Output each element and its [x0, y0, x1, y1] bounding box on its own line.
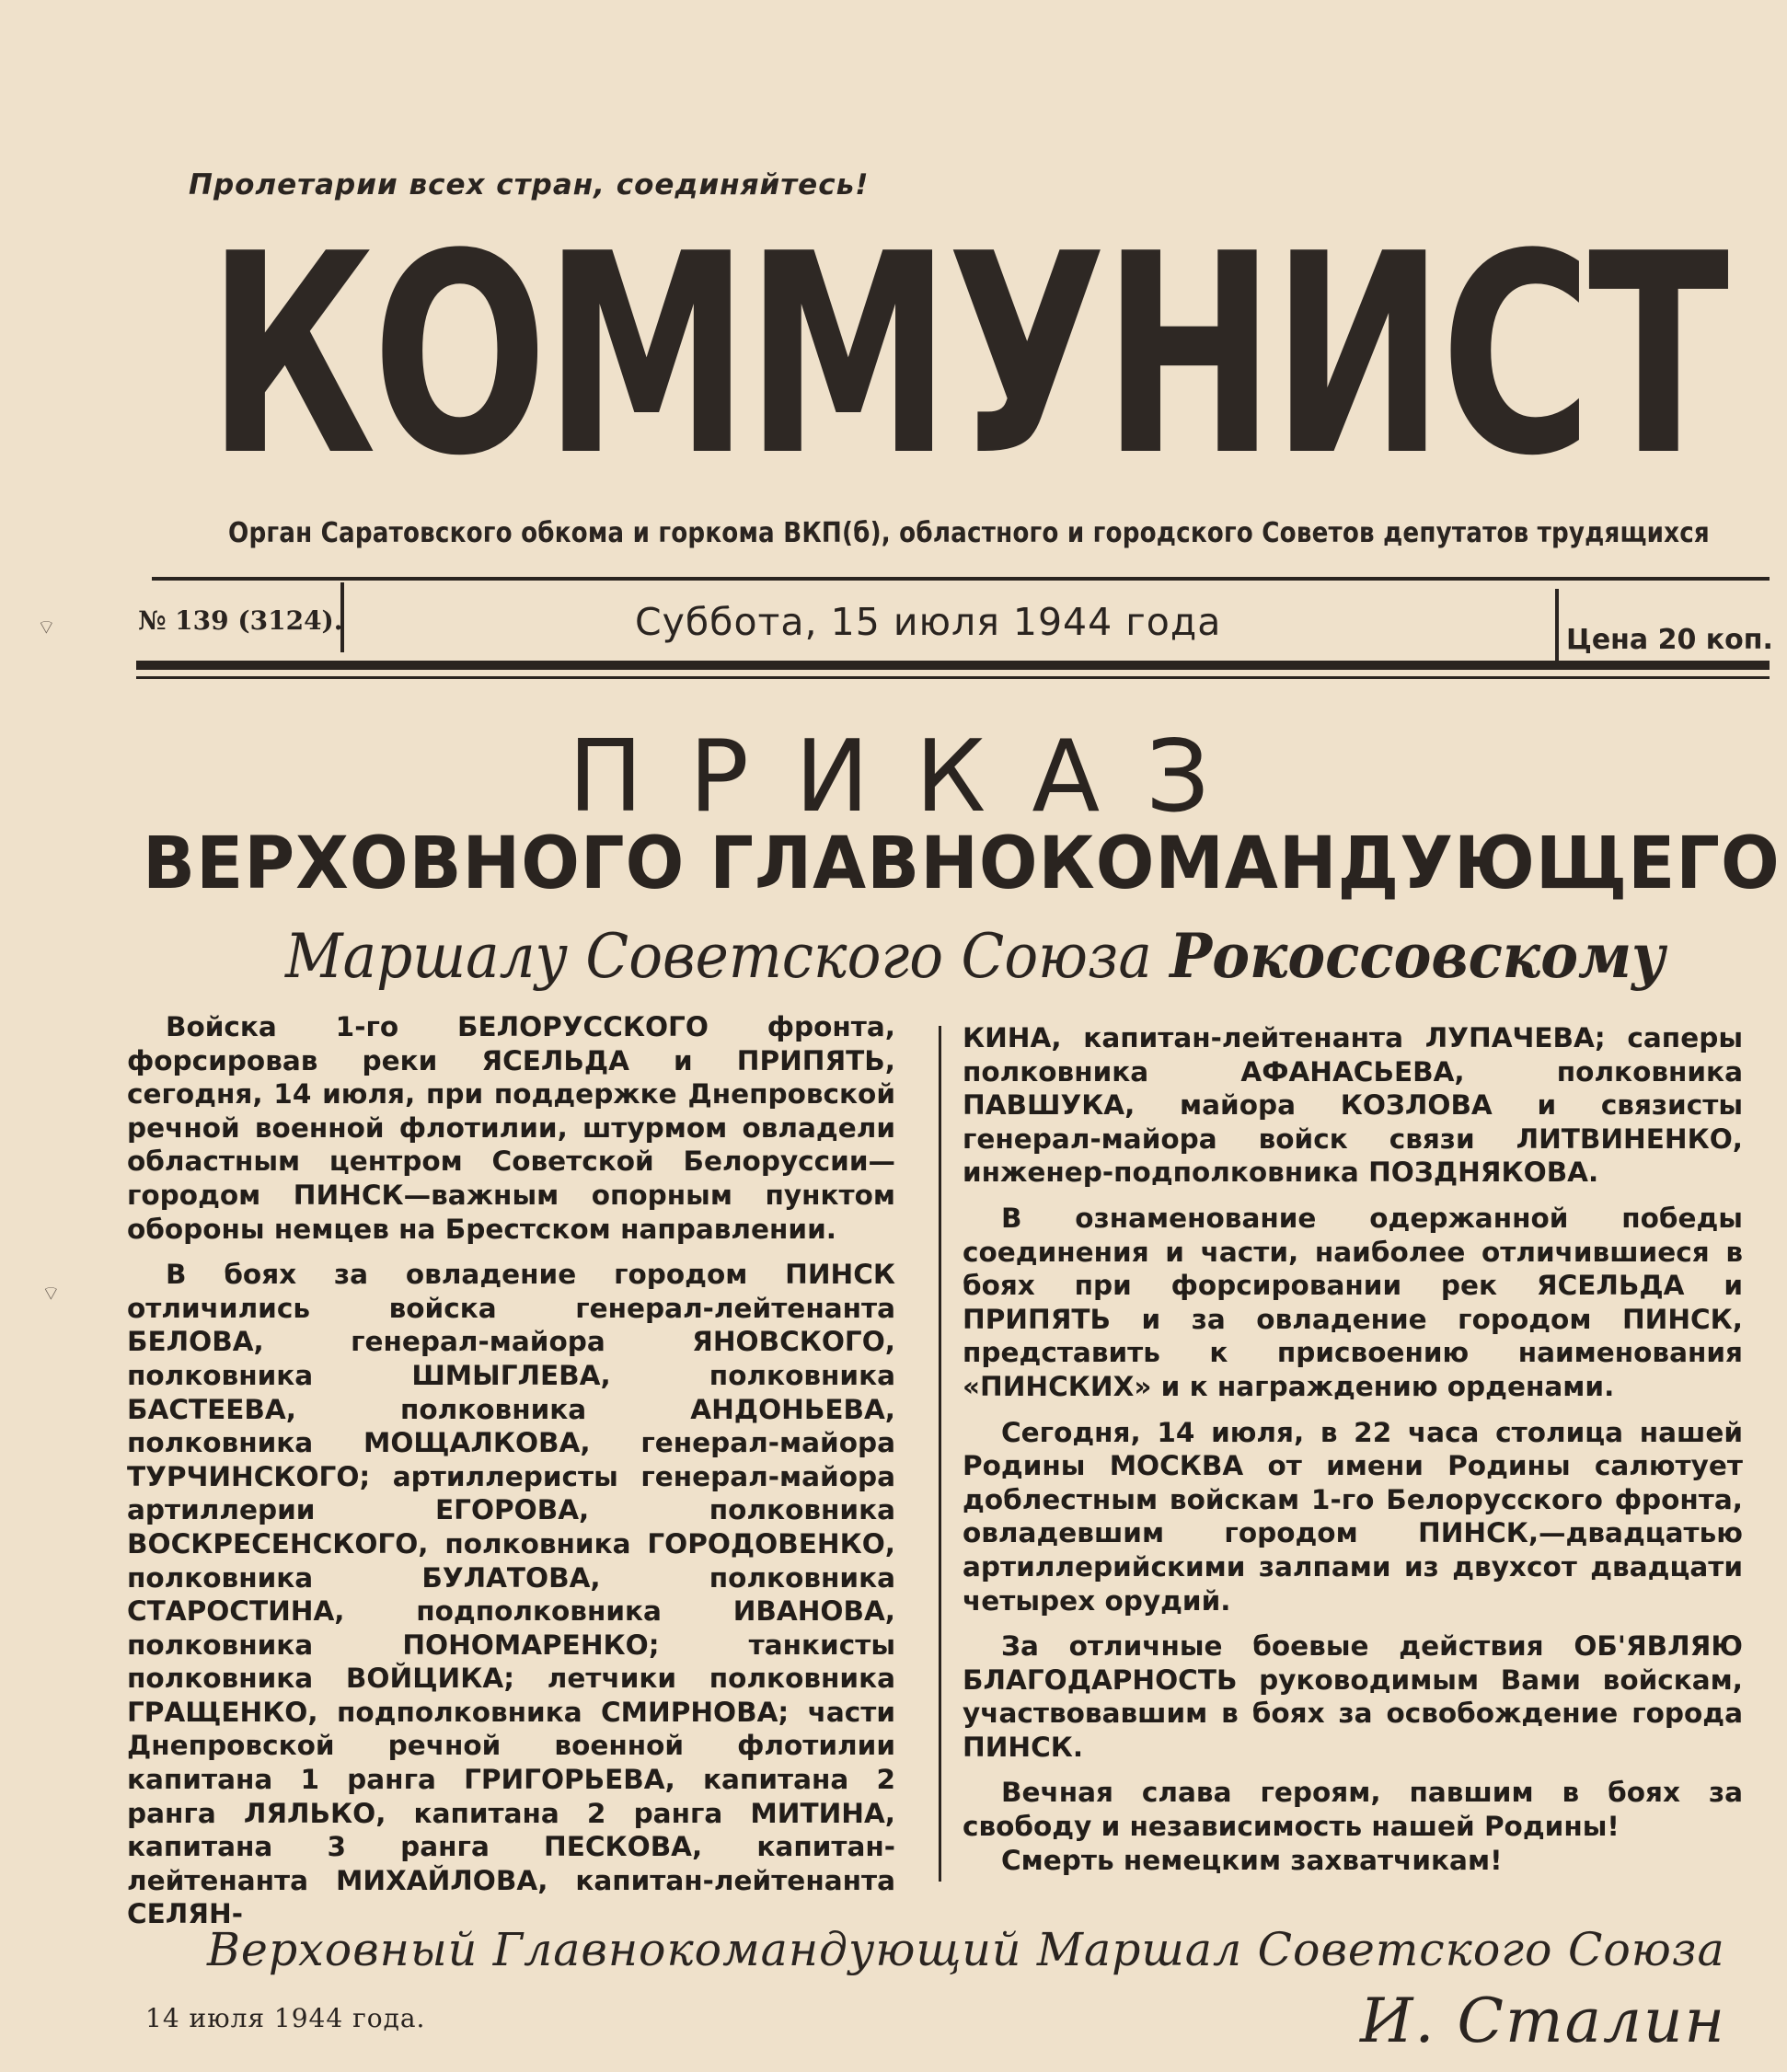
header-rule-bottom-thin — [136, 676, 1770, 679]
paragraph: Войска 1-го БЕЛОРУССКОГО фронта, форсировав реки ЯСЕЛЬДА и ПРИПЯТЬ, сегодня, 14 июля, при поддержке Днепровской речной военной флотилии, штурмом овладели областным центром Советской Белоруссии—городом ПИНСК—важным опорным пунктом обороны немцев на Брестском направлении. — [127, 1011, 895, 1245]
column-rule — [939, 1026, 941, 1882]
order-title: ПРИКАЗ — [568, 719, 1256, 835]
addressee-name: Рокоссовскому — [1170, 920, 1666, 992]
header-rule-top — [152, 577, 1770, 581]
paragraph: Сегодня, 14 июля, в 22 часа столица нашей Родины МОСКВА от имени Родины салютует доблестным войскам 1-го Белорусского фронта, овладевшим городом ПИНСК,—двадцатью артиллерийскими залпами из двухсот двадцати четырех орудий. — [963, 1416, 1743, 1617]
issue-price: Цена 20 коп. — [1566, 624, 1773, 656]
paragraph: Смерть немецким захватчикам! — [1001, 1844, 1503, 1876]
masthead-slogan: Пролетарии всех стран, соединяйтесь! — [189, 168, 870, 201]
signature-date: 14 июля 1944 года. — [145, 2003, 426, 2033]
header-rule-bottom — [136, 661, 1770, 670]
addressee-lead: Маршалу Советского Союза — [285, 921, 1152, 992]
paragraph: За отличные боевые действия ОБ'ЯВЛЯЮ БЛАГОДАРНОСТЬ руководимым Вами войскам, участвовавшим в боях за освобождение города ПИНСК. — [963, 1630, 1743, 1763]
order-subtitle: ВЕРХОВНОГО ГЛАВНОКОМАНДУЮЩЕГО — [143, 823, 1781, 905]
margin-mark: ⌔ — [41, 1283, 61, 1306]
newspaper-title: КОММУНИСТ — [207, 195, 1725, 516]
price-separator — [1555, 589, 1559, 662]
paragraph: В боях за овладение городом ПИНСК отличились войска генерал-лейтенанта БЕЛОВА, генерал-майора ЯНОВСКОГО, полковника ШМЫГЛЕВА, полковника БАСТЕЕВА, полковника АНДОНЬЕВА, полковника МОЩАЛКОВА, генерал-майора ТУРЧИНСКОГО; артиллеристы генерал-майора артиллерии ЕГОРОВА, полковника ВОСКРЕСЕНСКОГО, полковника ГОРОДОВЕНКО, полковника БУЛАТОВА, полковника СТАРОСТИНА, подполковника ИВАНОВА, полковника ПОНОМАРЕНКО; танкисты полковника ВОЙЦИКА; летчики полковника ГРАЩЕНКО, подполковника СМИРНОВА; части Днепровской речной военной флотилии капитана 1 ранга ГРИГОРЬЕВА, капитана 2 ранга ЛЯЛЬКО, капитана 2 ранга МИТИНА, капитана 3 ранга ПЕСКОВА, капитан-лейтенанта МИХАЙЛОВА, капитан-лейтенанта СЕЛЯН- — [127, 1259, 895, 1930]
signature-name: И. Сталин — [1360, 1986, 1726, 2056]
paragraph: В ознаменование одержанной победы соединения и части, наиболее отличившиеся в боях при форсировании рек ЯСЕЛЬДА и ПРИПЯТЬ и за овладение городом ПИНСК, представить к присвоению наименования «ПИНСКИХ» и к награждению орденами. — [963, 1202, 1743, 1402]
text-column-right — [963, 1021, 1743, 1889]
issue-number: № 139 (3124). — [138, 605, 343, 636]
paragraph: КИНА, капитан-лейтенанта ЛУПАЧЕВА; саперы полковника АФАНАСЬЕВА, полковника ПАВШУКА, майора КОЗЛОВА и связисты генерал-майора войск связи ЛИТВИНЕНКО, инженер-подполковника ПОЗДНЯКОВА. — [963, 1022, 1743, 1189]
margin-mark: ⌔ — [37, 616, 56, 639]
order-addressee — [285, 920, 1666, 992]
text-column-left — [127, 1010, 895, 1943]
publisher-line: Орган Саратовского обкома и горкома ВКП(б), областного и городского Советов депутатов трудящихся — [228, 517, 1710, 549]
paragraph: Вечная слава героям, павшим в боях за свободу и независимость нашей Родины! — [963, 1777, 1743, 1843]
issue-date: Суббота, 15 июля 1944 года — [635, 600, 1222, 644]
signature-position: Верховный Главнокомандующий Маршал Советского Союза — [207, 1923, 1725, 1976]
